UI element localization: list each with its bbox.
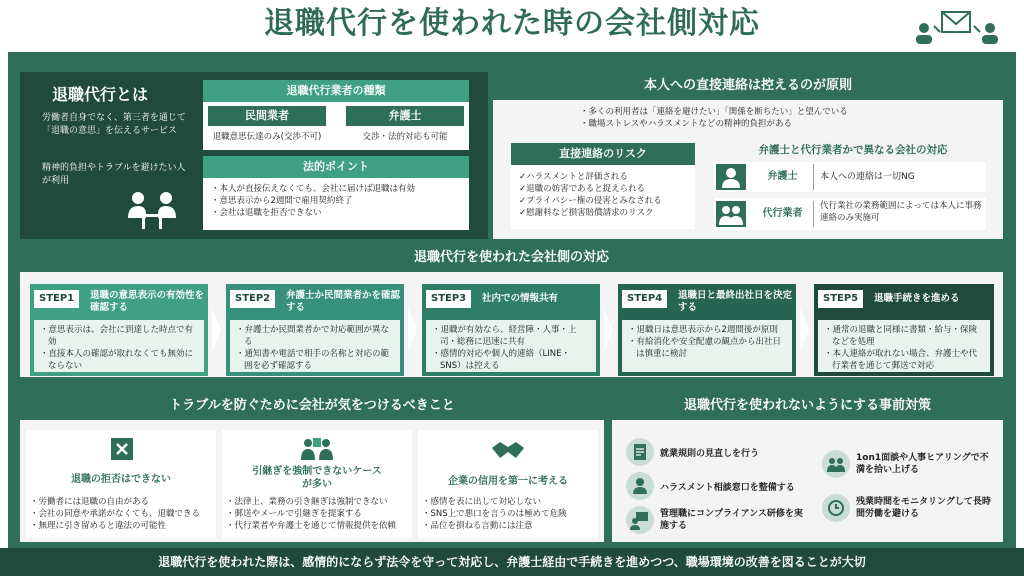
trouble-card-3-title: 企業の信用を第一に考える <box>448 476 568 487</box>
step-3-detail <box>426 320 596 372</box>
prevent-item: 残業時間をモニタリングして長時間労働を避ける <box>856 497 991 519</box>
people-icon <box>716 201 746 227</box>
arrow-icon <box>604 308 613 352</box>
step-5-detail <box>818 320 990 372</box>
legal-heading: 法的ポイント <box>203 156 469 178</box>
legal-item: ・ 意思表示から2週間で雇用契約終了 <box>211 195 461 207</box>
intro-desc: 労働者自身でなく、第三者を通じて「退職の意思」を伝えるサービス <box>42 113 186 136</box>
risk-panel <box>511 165 695 229</box>
trouble-item: ・ 感情を表に出して対応しない <box>422 496 598 508</box>
diff-agency-label: 代行業者 <box>752 201 814 227</box>
person-icon <box>716 164 746 190</box>
step-item: ・ 退職日は意思表示から2週間後が原則 <box>628 324 786 336</box>
close-box-icon <box>110 437 134 461</box>
trouble-card-2-list <box>226 496 412 532</box>
lawyer-label: 弁護士 <box>346 106 464 126</box>
trouble-card-3-list <box>422 496 598 532</box>
diff-heading: 弁護士と代行業者かで異なる会社の対応 <box>758 144 948 156</box>
step-2-detail <box>230 320 400 372</box>
people-mail-icon <box>912 8 1002 46</box>
legal-item: ・ 本人が直接伝えなくても、会社に届けば退職は有効 <box>211 183 461 195</box>
rules-icon <box>626 438 654 466</box>
arrow-icon <box>212 308 221 352</box>
risk-item: ✓ プライバシー権の侵害とみなされる <box>519 195 687 207</box>
trouble-item: ・ SNS上で悪口を言うのは極めて危険 <box>422 508 598 520</box>
prevent-item: 管理職にコンプライアンス研修を実施する <box>660 509 803 531</box>
step-item: ・ 意思表示は、会社に到達した時点で有効 <box>40 324 198 348</box>
step-5-title: 退職手続きを進める <box>874 293 960 304</box>
step-item: ・ 通常の退職と同様に書類・給与・保険などを処理 <box>824 324 984 348</box>
contact-item: ・ 職場ストレスやハラスメントなどの精神的負担がある <box>580 118 1000 130</box>
intro-users: 精神的負担やトラブルを避けたい人が利用 <box>42 163 186 186</box>
step-item: ・ 直接本人の確認が取れなくても無効にならない <box>40 348 198 372</box>
legal-panel <box>203 178 469 230</box>
prevent-item: ハラスメント相談窓口を整備する <box>660 483 795 493</box>
risk-item: ✓ ハラスメントと評価される <box>519 171 687 183</box>
step-item: ・ 通知書や電話で相手の名称と対応の範囲を必ず確認する <box>236 348 394 372</box>
step-3-label: STEP3 <box>426 290 471 308</box>
trouble-item: ・ 品位を損ねる言動には注意 <box>422 520 598 532</box>
prevent-item: 就業規則の見直しを行う <box>660 449 760 459</box>
lawyer-desc: 交渉・法的対応も可能 <box>362 132 448 142</box>
risk-heading: 直接連絡のリスク <box>511 143 695 165</box>
step-4-detail <box>622 320 792 372</box>
step-4-title: 退職日と最終出社日を決定する <box>678 290 793 313</box>
risk-item: ✓ 退職の妨害であると捉えられる <box>519 183 687 195</box>
step-3-title: 社内での情報共有 <box>482 293 559 304</box>
handover-icon <box>300 436 334 462</box>
trouble-item: ・ 会社の同意や承諾がなくても、退職できる <box>30 508 216 520</box>
intro-heading: 退職代行とは <box>52 85 149 104</box>
meeting-icon <box>124 190 180 230</box>
diff-lawyer-text: 本人への連絡は一切NG <box>820 172 915 182</box>
page-title: 退職代行を使われた時の会社側対応 <box>264 6 760 41</box>
trouble-card-1-list <box>30 496 216 532</box>
step-1-label: STEP1 <box>34 290 79 308</box>
step-item: ・ 本人連絡が取れない場合、弁護士や代行業者を通じて郵送で対応 <box>824 348 984 372</box>
trouble-item: ・ 法律上、業務の引き継ぎは強制できない <box>226 496 412 508</box>
prevent-heading: 退職代行を使われないようにする事前対策 <box>612 392 1003 420</box>
step-item: ・ 有給消化や安全配慮の観点から出社日は慎重に検討 <box>628 336 786 360</box>
steps-heading: 退職代行を使われた会社側の対応 <box>20 244 1003 272</box>
interview-icon <box>822 450 850 478</box>
contact-heading: 本人への直接連絡は控えるのが原則 <box>493 72 1003 100</box>
step-1-title: 退職の意思表示の有効性を確認する <box>90 290 205 313</box>
step-5-label: STEP5 <box>818 290 863 308</box>
types-heading: 退職代行業者の種類 <box>203 80 469 102</box>
footer-banner: 退職代行を使われた際は、感情的にならず法令を守って対応し、弁護士経由で手続きを進めつつ、職場環境の改善を図ることが大切 <box>0 548 1024 576</box>
trouble-item: ・ 郵送やメールで引継ぎを提案する <box>226 508 412 520</box>
arrow-icon <box>800 308 809 352</box>
contact-list <box>580 106 1000 130</box>
risk-item: ✓ 慰謝料など損害賠償請求のリスク <box>519 207 687 219</box>
legal-item: ・ 会社は退職を拒否できない <box>211 207 461 219</box>
overtime-icon <box>822 494 850 522</box>
private-desc: 退職意思伝達のみ(交渉不可) <box>212 132 322 142</box>
step-4-label: STEP4 <box>622 290 667 308</box>
step-1-detail <box>34 320 204 372</box>
trouble-item: ・ 労働者には退職の自由がある <box>30 496 216 508</box>
trouble-card-2-title: 引継ぎを強制できないケースが多い <box>252 466 382 490</box>
step-item: ・ 感情的対応や個人的連絡（LINE・SNS）は控える <box>432 348 590 372</box>
handshake-icon <box>490 438 526 462</box>
trouble-heading: トラブルを防ぐために会社が気をつけるべきこと <box>20 392 604 420</box>
trouble-card-1-title: 退職の拒否はできない <box>71 474 171 485</box>
training-icon <box>626 506 654 534</box>
step-2-title: 弁護士か民間業者かを確認する <box>286 290 401 313</box>
consult-icon <box>626 472 654 500</box>
diff-lawyer-label: 弁護士 <box>752 164 814 190</box>
step-2-label: STEP2 <box>230 290 275 308</box>
arrow-icon <box>408 308 417 352</box>
step-item: ・ 退職が有効なら、経営陣・人事・上司・総務に迅速に共有 <box>432 324 590 348</box>
contact-item: ・ 多くの利用者は「連絡を避けたい」「関係を断ちたい」と望んでいる <box>580 106 1000 118</box>
trouble-item: ・ 無理に引き留めると違法の可能性 <box>30 520 216 532</box>
trouble-item: ・ 代行業者や弁護士を通じて情報提供を依頼 <box>226 520 412 532</box>
diff-agency-text: 代行業社の業務範囲によっては本人に事務連絡のみ実施可 <box>820 201 982 223</box>
prevent-item: 1on1面談や人事ヒアリングで不満を拾い上げる <box>856 453 989 475</box>
step-item: ・ 弁護士か民間業者かで対応範囲が異なる <box>236 324 394 348</box>
private-label: 民間業者 <box>208 106 326 126</box>
